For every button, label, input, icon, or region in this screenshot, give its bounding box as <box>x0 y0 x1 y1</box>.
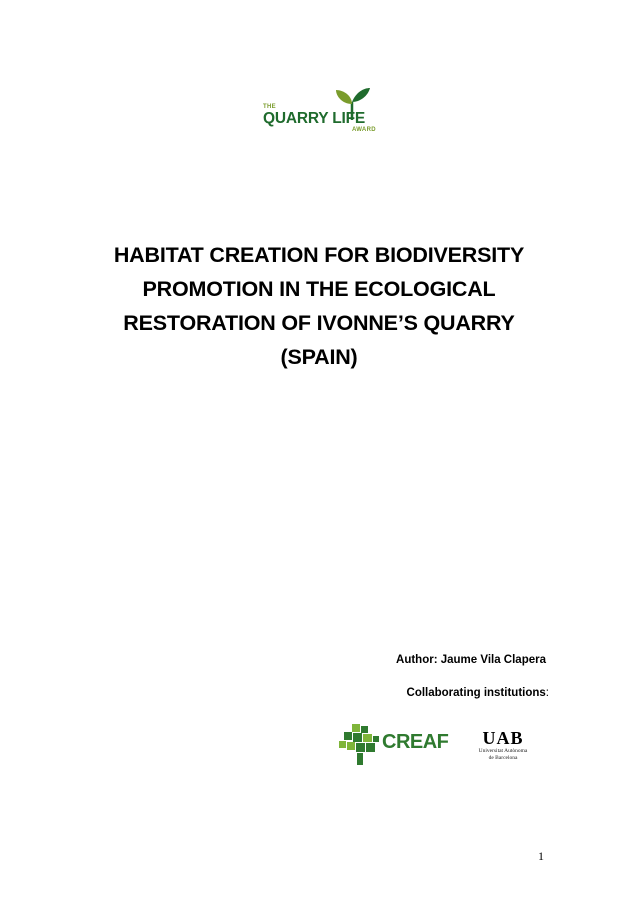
document-title <box>60 238 578 374</box>
creaf-logo <box>338 722 454 766</box>
creaf-tree-icon <box>338 722 380 766</box>
collaborating-institutions-label <box>330 687 549 699</box>
uab-line-1: Universitat Autònoma <box>478 748 528 754</box>
title-line-2: PROMOTION IN THE ECOLOGICAL <box>142 277 496 301</box>
title-line-4: (SPAIN) <box>280 345 358 369</box>
uab-line-2: de Barcelona <box>488 755 518 761</box>
author-line: Author: Jaume Vila Clapera <box>396 654 546 666</box>
logo-main-text: QUARRY LIFE <box>263 110 366 127</box>
title-line-1: HABITAT CREATION FOR BIODIVERSITY <box>113 243 525 267</box>
uab-logo <box>468 728 538 768</box>
page-number: 1 <box>538 849 544 863</box>
collaborating-colon: : <box>545 687 549 699</box>
quarry-life-award-logo <box>258 86 378 138</box>
logo-award-text: AWARD <box>352 127 376 133</box>
title-line-3: RESTORATION OF IVONNE’S QUARRY <box>123 311 515 335</box>
collaborating-label-text: Collaborating institutions <box>406 687 546 699</box>
uab-mark: UAB <box>482 728 524 748</box>
creaf-name: CREAF <box>382 731 449 753</box>
logo-the-text: THE <box>263 104 276 110</box>
